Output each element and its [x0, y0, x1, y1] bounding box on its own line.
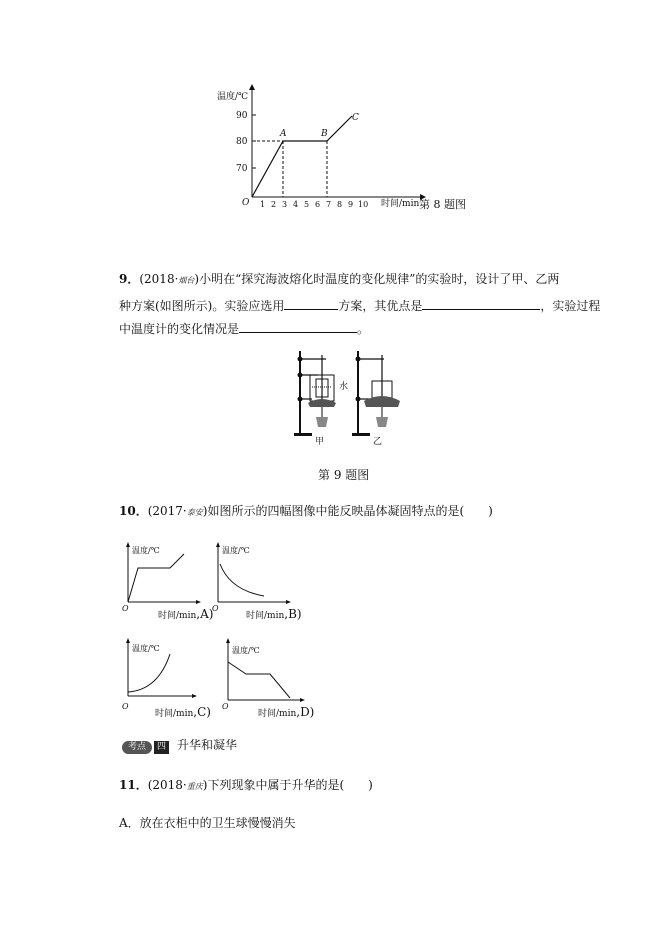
q9-text-2b: 方案，其优点是 [338, 299, 423, 313]
graph-c-origin: O [122, 702, 129, 711]
fig9-label-yi: 乙 [373, 437, 383, 445]
figure-8 [205, 80, 475, 220]
fig8-xtick: 7 [326, 200, 332, 209]
graph-d-letter: ,D) [296, 705, 315, 719]
q11-text: 下列现象中属于升华的是( ) [207, 778, 373, 792]
graph-d-origin: O [222, 702, 229, 711]
graph-b-ylabel: 温度/℃ [222, 546, 250, 555]
fig9-label-water: 水 [339, 382, 349, 392]
graph-d-ylabel: 温度/℃ [232, 646, 260, 655]
graph-a-origin: O [122, 604, 129, 613]
q9-text-3a: 中温度计的变化情况是 [119, 322, 240, 336]
graph-a-curve [128, 554, 184, 602]
section-number: 四 [154, 741, 169, 754]
fig8-xtick: 10 [358, 200, 369, 209]
graph-c-xlabel: 时间/min [155, 709, 194, 719]
q9-line1 [119, 270, 559, 290]
fig8-xtick: 1 [260, 200, 266, 209]
graph-b-letter: ,B) [284, 607, 302, 621]
fig8-caption: 第 8 题图 [419, 198, 466, 211]
q9-blank-thermometer[interactable] [239, 320, 357, 333]
fig8-ytick-90: 90 [236, 111, 248, 121]
q10-source: 泰安 [186, 508, 203, 517]
fig8-point-c: C [352, 113, 359, 123]
q9-source: 烟台 [178, 276, 195, 285]
q9-year: (2018· [139, 272, 179, 286]
fig8-point-a: A [280, 129, 287, 139]
graph-a-ylabel: 温度/℃ [132, 546, 160, 555]
q10-year: (2017· [147, 504, 187, 518]
graph-b-curve [220, 564, 264, 596]
graph-a-xlabel-row [158, 605, 213, 625]
section-badge: 考点 [122, 741, 152, 754]
graph-c-ylabel: 温度/℃ [132, 644, 160, 653]
graph-c-letter: ,C) [193, 705, 211, 719]
q11-source: 重庆 [186, 782, 203, 791]
section-title: 升华和凝华 [177, 738, 238, 752]
graph-c-xlabel-row [155, 703, 211, 723]
graph-d-xlabel-row [258, 703, 314, 723]
fig8-xtick: 2 [271, 200, 277, 209]
fig8-xlabel: 时间/min [381, 199, 420, 209]
fig9-label-jia: 甲 [315, 437, 325, 445]
q9-text-2a: 种方案(如图所示)。实验应选用 [119, 299, 285, 313]
q11-option-a[interactable]: A．放在衣柜中的卫生球慢慢消失 [119, 816, 296, 830]
q10-number: 10． [119, 504, 148, 518]
fig8-curve [252, 116, 352, 197]
q10-close: ) [202, 504, 208, 518]
q9-blank-advantage[interactable] [422, 297, 540, 310]
fig8-graph [205, 80, 475, 215]
figure-9 [290, 345, 410, 445]
q11-close: ) [202, 778, 208, 792]
graph-d-xlabel: 时间/min [258, 709, 297, 719]
graph-d-curve [228, 662, 290, 698]
graph-a-xlabel: 时间/min [158, 611, 197, 621]
fig8-ylabel: 温度/℃ [217, 92, 249, 102]
q11-number: 11． [119, 778, 148, 792]
q11-year: (2018· [147, 778, 187, 792]
graph-c-curve [128, 654, 170, 692]
q9-text-2c: ，实验过程 [540, 299, 601, 313]
q9-number: 9． [119, 272, 140, 286]
fig8-ytick-70: 70 [236, 164, 248, 174]
graph-b-origin: O [212, 604, 219, 613]
fig8-xtick: 3 [282, 200, 288, 209]
q9-blank-scheme[interactable] [284, 297, 338, 310]
fig8-xtick: 8 [337, 200, 343, 209]
q9-line2 [119, 297, 600, 315]
fig8-xtick: 4 [293, 200, 299, 209]
section-header [122, 736, 237, 754]
fig9-apparatus [290, 345, 410, 445]
q10-line [119, 502, 493, 522]
graph-b-xlabel: 时间/min [246, 611, 285, 621]
graph-a-letter: ,A) [196, 607, 214, 621]
graph-b-xlabel-row [246, 605, 302, 625]
q11-line [119, 776, 373, 796]
fig8-xtick: 9 [348, 200, 354, 209]
apparatus-jia [294, 351, 336, 436]
fig8-xtick: 6 [315, 200, 321, 209]
fig8-point-b: B [321, 129, 328, 139]
apparatus-yi [352, 351, 400, 436]
q10-text: 如图所示的四幅图像中能反映晶体凝固特点的是( ) [207, 504, 493, 518]
q9-line3 [119, 320, 369, 338]
fig9-caption: 第 9 题图 [318, 468, 370, 482]
fig8-ytick-80: 80 [236, 137, 248, 147]
q9-text-3b: 。 [357, 322, 370, 336]
q9-close: ) [194, 272, 200, 286]
fig8-xtick: 5 [304, 200, 310, 209]
q9-text-1: 小明在“探究海波熔化时温度的变化规律”的实验时，设计了甲、乙两 [199, 272, 560, 286]
fig8-origin: O [242, 198, 250, 208]
